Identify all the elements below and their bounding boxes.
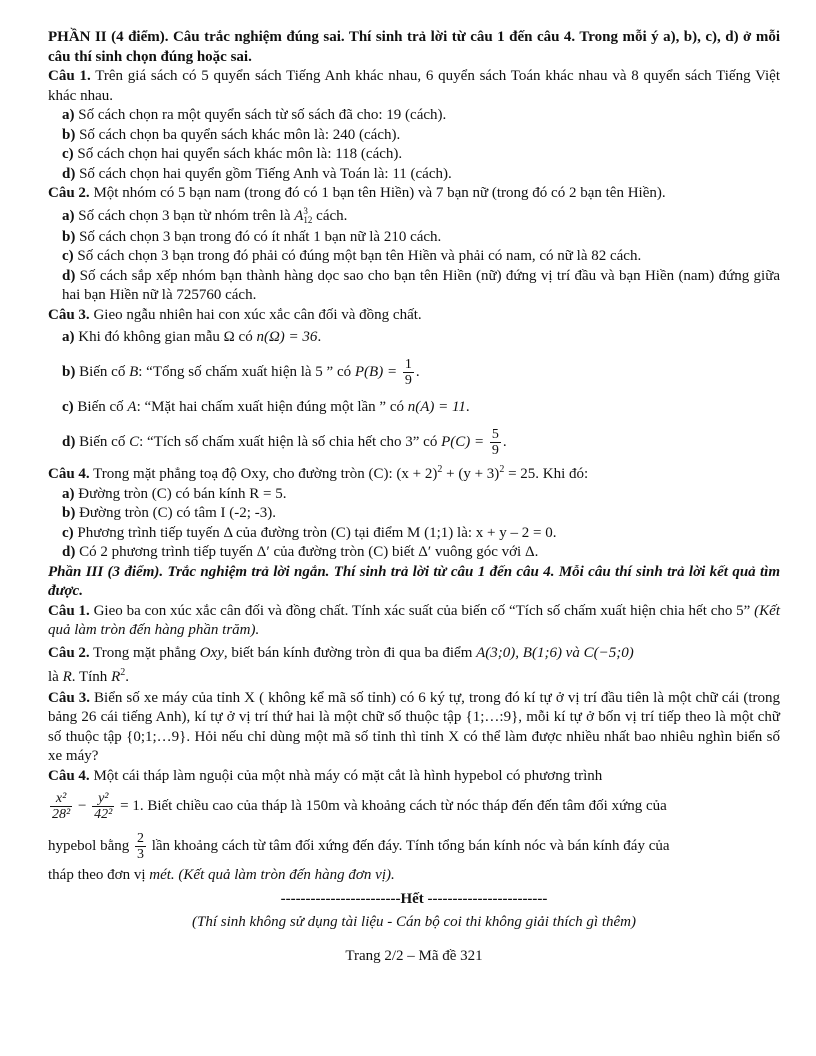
part3-q4-text4-pre: tháp theo đơn vị <box>48 867 146 883</box>
option-label: c) <box>62 248 74 264</box>
fraction-y <box>92 791 114 822</box>
part2-q4 <box>48 465 780 485</box>
part3-q4-text: Một cái tháp làm nguội của một nhà máy có mặt cắt là hình hypebol có phương trình <box>93 767 603 784</box>
q4-sup1: 2 <box>437 464 443 475</box>
fraction-x <box>50 791 72 822</box>
option-label: b) <box>62 228 76 245</box>
part3-heading: Phần III (3 điểm). Trắc nghiệm trả lời ngắn. Thí sinh trả lời từ câu 1 đến câu 4. Mỗi câu thí sinh trả lời kết quả tìm được. <box>48 563 780 599</box>
part2-q1-text: Trên giá sách có 5 quyển sách Tiếng Anh khác nhau, 6 quyển sách Toán khác nhau và 8 quyển sách Tiếng Việt khác nhau. <box>48 68 780 104</box>
part3-q2-label: Câu 2. <box>48 644 90 661</box>
fraction-num: x² <box>50 791 72 807</box>
fraction-den: 9 <box>491 443 499 459</box>
fraction-two-thirds <box>135 831 146 862</box>
option-text: Số cách chọn 3 bạn trong đó phải có đúng một bạn tên Hiền và phải có nam, có nữ là 82 cách. <box>77 248 642 264</box>
option-text: Số cách chọn ba quyển sách khác môn là: 240 (cách). <box>79 126 401 143</box>
option-text: Phương trình tiếp tuyến Δ của đường tròn (C) tại điểm M (1;1) là: x + y – 2 = 0. <box>77 524 557 541</box>
option-label: b) <box>62 364 76 380</box>
part2-heading: PHẦN II (4 điểm). Câu trắc nghiệm đúng sai. Thí sinh trả lời từ câu 1 đến câu 4. Trong mỗi ý a), b), c), d) ở mỗi câu thí sinh chọn đúng hoặc sai. <box>48 29 780 65</box>
option-text: Đường tròn (C) có bán kính R = 5. <box>78 485 287 502</box>
part2-q4-c <box>48 524 780 544</box>
part3-q1-text: Gieo ba con xúc xắc cân đối và đồng chất. Tính xác suất của biến cố “Tích số chấm xuất hiện chia hết cho 5” <box>93 602 751 619</box>
part3-q2: Câu 2. Trong mặt phẳng Oxy, biết bán kính đường tròn đi qua ba điểm A(3;0), B(1;6) và C(−5;0) là R. Tính $R^2$. <box>48 644 634 685</box>
part2-q3-d: d) Biến cố C: “Tích số chấm xuất hiện là số chia hết cho 3” có P(C) = $\frac{5}{9}$ . <box>62 427 507 459</box>
part2-q3 <box>48 306 780 326</box>
event-var: B <box>129 364 139 380</box>
part2-q1 <box>48 67 780 106</box>
part3-q4-unit: mét <box>149 867 171 883</box>
option-label: a) <box>62 107 75 123</box>
q2-r: R <box>62 668 72 685</box>
option-label: b) <box>62 126 76 143</box>
part2-q1-d <box>48 165 780 185</box>
option-label: b) <box>62 505 76 521</box>
part3-q1-label: Câu 1. <box>48 602 90 619</box>
part3-q4-text4-post: . (Kết quả làm tròn đến hàng đơn vị). <box>170 867 395 883</box>
part2-q3-text: Gieo ngẫu nhiên hai con xúc xắc cân đối và đồng chất. <box>93 306 422 323</box>
option-text: Số cách chọn hai quyển gồm Tiếng Anh và Toán là: 11 (cách). <box>79 165 452 182</box>
option-text: Biến cố <box>77 399 124 415</box>
fraction <box>490 427 501 458</box>
fraction-den: 28² <box>52 807 71 823</box>
part3-q3-label: Câu 3. <box>48 689 90 706</box>
option-text: Biến cố <box>79 364 126 380</box>
q4-text-mid: + (y + 3) <box>442 466 500 482</box>
option-label: a) <box>62 207 75 224</box>
option-text-end: cách. <box>316 207 348 224</box>
part2-q4-a <box>48 485 780 505</box>
option-text-mid: : “Tích số chấm xuất hiện là số chia hết cho 3” có <box>139 434 438 450</box>
option-text: Số cách chọn 3 bạn trong đó có ít nhất 1 bạn nữ là 210 cách. <box>79 228 442 245</box>
q2-points: A(3;0), B(1;6) và C(−5;0) <box>476 644 634 661</box>
q4-text-post: = 25. Khi đó: <box>504 466 589 482</box>
part2-q2-text: Một nhóm có 5 bạn nam (trong đó có 1 bạn tên Hiền) và 7 bạn nữ (trong đó có 2 bạn tên Hiền). <box>93 185 666 201</box>
part3-q3 <box>48 689 780 767</box>
option-text: Khi đó không gian mẫu Ω có <box>78 329 253 345</box>
option-text: Số cách chọn ra một quyển sách từ số sách đã cho: 19 (cách). <box>78 107 447 123</box>
part2-q3-c: c) Biến cố A: “Mặt hai chấm xuất hiện đúng một lần ” có n(A) = 11. <box>62 399 470 415</box>
option-math: P(B) = <box>354 364 398 380</box>
arrangement-letter: A <box>294 207 304 224</box>
option-label: d) <box>62 544 76 560</box>
q2-oxy: Oxy <box>199 644 224 661</box>
q2-r2: R <box>111 668 121 685</box>
option-text: Số cách sắp xếp nhóm bạn thành hàng dọc sao cho bạn tên Hiền (nữ) đứng vị trí đầu và bạn Hiền (nam) đứng giữa hai bạn Hiền nữ là 725760 cách. <box>62 267 780 303</box>
fraction-num: y² <box>92 791 114 807</box>
part3-q4 <box>48 767 780 787</box>
option-text-mid: : “Mặt hai chấm xuất hiện đúng một lần ” có <box>136 399 404 415</box>
part2-q2-d <box>48 267 780 306</box>
option-label: c) <box>62 524 74 541</box>
option-label: d) <box>62 434 76 450</box>
part2-q2-a <box>48 204 780 228</box>
part2-q4-label: Câu 4. <box>48 466 90 482</box>
option-text: Đường tròn (C) có tâm I (-2; -3). <box>79 505 276 521</box>
part3-q4-line3 <box>48 826 780 866</box>
part3-q4-formula <box>48 786 780 826</box>
event-var: C <box>129 434 140 450</box>
arrangement-sup: 3 <box>303 206 308 217</box>
option-text-mid: : “Tổng số chấm xuất hiện là 5 ” có <box>138 364 352 380</box>
option-label: c) <box>62 399 74 415</box>
option-text: Số cách chọn 3 bạn từ nhóm trên là <box>78 207 291 224</box>
part2-q3-label: Câu 3. <box>48 306 90 323</box>
option-label: a) <box>62 485 75 502</box>
part3-q4-text2: . Biết chiều cao của tháp là 150m và khoảng cách từ nóc tháp đến đến tâm đối xứng của <box>139 798 667 814</box>
exam-page <box>48 28 780 966</box>
part2-q2-c <box>48 247 780 267</box>
part3-q4-label: Câu 4. <box>48 767 90 784</box>
part2-q3-b: b) Biến cố B: “Tổng số chấm xuất hiện là 5 ” có P(B) = $\frac{1}{9}$ . <box>62 357 420 389</box>
option-label: d) <box>62 267 76 284</box>
part2-q4-b <box>48 504 780 524</box>
part2-q1-a <box>48 106 780 126</box>
page-footer: Trang 2/2 – Mã đề 321 <box>345 947 483 964</box>
part2-q4-d <box>48 543 780 563</box>
part3-q1 <box>48 602 780 641</box>
part3-q3-text: Biển số xe máy của tỉnh X ( không kể mã số tỉnh) có 6 ký tự, trong đó kí tự ở vị trí đầu tiên là một chữ cái (trong bảng 26 cái tiếng Anh), kí tự ở vị trí thứ hai là một chữ số thuộc tập {1;…:9}, mỗi kí tự ở bốn vị trí tiếp theo là một chữ số thuộc tập {0;1;…9}. Hỏi nếu chỉ dùng một mã số tỉnh thì tỉnh X có thể làm được nhiều nhất bao nhiêu nghìn biển số xe máy? <box>48 689 780 764</box>
part2-q1-c <box>48 145 780 165</box>
part3-q4-text3-pre: hypebol bằng <box>48 838 130 854</box>
option-label: d) <box>62 165 76 182</box>
q2-text-mid: , biết bán kính đường tròn đi qua ba điểm <box>223 644 473 661</box>
minus-sign: − <box>77 798 87 814</box>
part3-q4-line4 <box>48 866 780 886</box>
fraction-num: 2 <box>136 831 144 847</box>
q4-sup2: 2 <box>499 464 505 475</box>
part2-q2-b <box>48 228 780 248</box>
q4-text-pre: Trong mặt phẳng toạ độ Oxy, cho đường tròn (C): (x + 2) <box>93 466 438 482</box>
option-label: c) <box>62 146 74 162</box>
option-math: n(A) = 11 <box>407 399 466 415</box>
option-math: P(C) = <box>441 434 485 450</box>
part3-q4-text3-post: lần khoảng cách từ tâm đối xứng đến đáy. Tính tổng bán kính nóc và bán kính đáy của <box>151 838 670 854</box>
part2-q2 <box>48 184 780 204</box>
fraction-den: 9 <box>404 373 412 389</box>
option-math: n(Ω) = 36 <box>256 329 318 345</box>
end-line: ------------------------Hết ------------------------ <box>280 890 548 907</box>
end-note: (Thí sinh không sử dụng tài liệu - Cán bộ coi thi không giải thích gì thêm) <box>192 914 636 930</box>
q2-r2-sup: 2 <box>120 666 126 678</box>
equals-one: = 1 <box>120 798 140 814</box>
fraction-num: 1 <box>404 357 412 373</box>
fraction-den: 42² <box>94 807 113 823</box>
part2-q2-label: Câu 2. <box>48 185 90 201</box>
fraction-num: 5 <box>491 427 499 443</box>
option-text: Số cách chọn hai quyển sách khác môn là: 118 (cách). <box>77 146 403 162</box>
part2-q3-a: a) Khi đó không gian mẫu Ω có n(Ω) = 36. <box>62 329 322 345</box>
arrangement-symbol <box>294 208 312 224</box>
part2-q1-b <box>48 126 780 146</box>
arrangement-sub: 12 <box>303 215 313 226</box>
part2-q1-label: Câu 1. <box>48 68 91 84</box>
q2-line2-mid: . Tính <box>71 668 108 685</box>
fraction <box>403 357 414 388</box>
option-label: a) <box>62 329 75 345</box>
q2-text-pre: Trong mặt phẳng <box>93 644 196 661</box>
fraction-den: 3 <box>136 847 144 863</box>
part3-q1-note: (Kết quả làm tròn đến hàng phần trăm). <box>48 602 780 638</box>
q2-line2-pre: là <box>48 668 59 685</box>
option-text: Có 2 phương trình tiếp tuyến Δ′ của đường tròn (C) biết Δ′ vuông góc với Δ. <box>79 544 539 560</box>
event-var: A <box>127 399 137 415</box>
option-text: Biến cố <box>79 434 126 450</box>
